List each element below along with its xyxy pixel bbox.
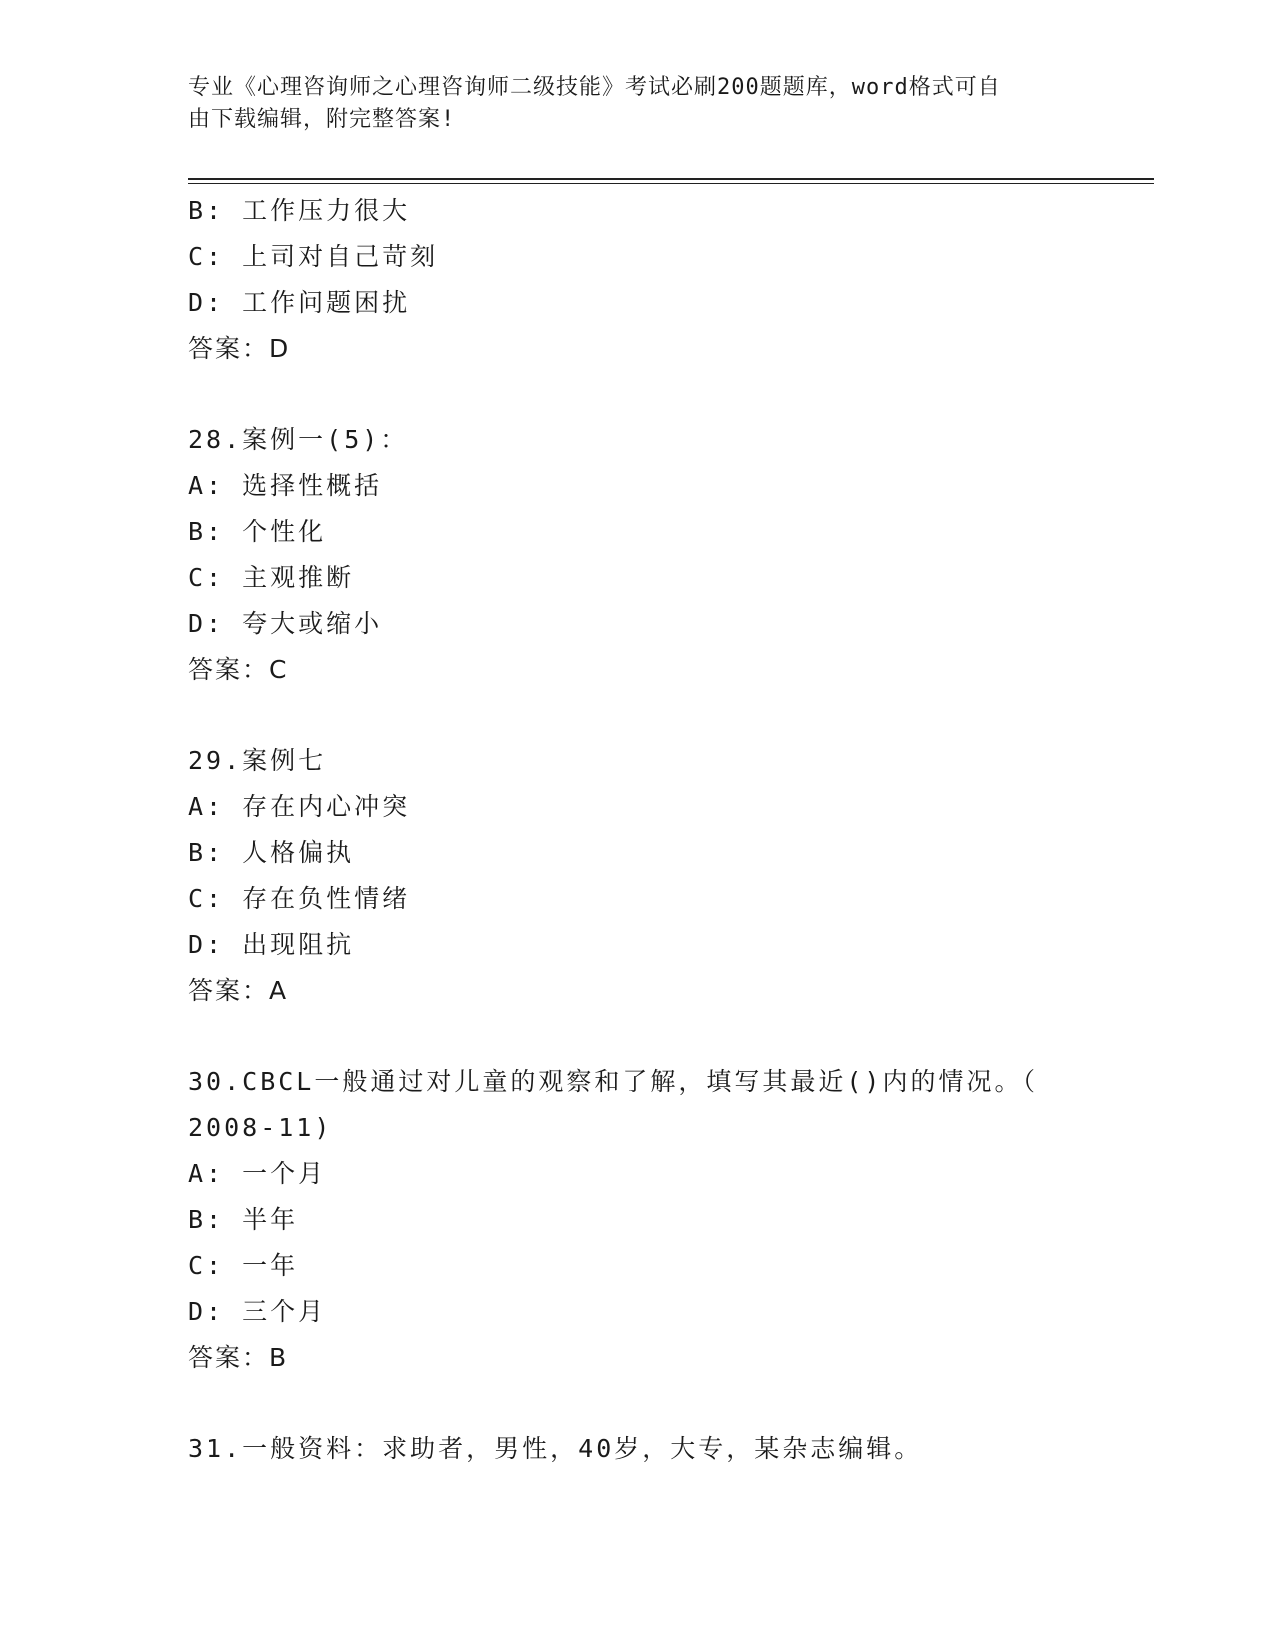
option-line: B: 人格偏执	[188, 838, 355, 867]
option-line: A: 一个月	[188, 1159, 327, 1188]
answer-line: 答案：C	[188, 655, 289, 684]
option-line: C: 主观推断	[188, 563, 355, 592]
question-line: 30.CBCL一般通过对儿童的观察和了解，填写其最近()内的情况。（	[188, 1067, 1038, 1096]
option-line: A: 存在内心冲突	[188, 792, 411, 821]
option-line: B: 半年	[188, 1205, 299, 1234]
option-line: A: 选择性概括	[188, 471, 383, 500]
option-line: D: 出现阻抗	[188, 930, 355, 959]
header-line-1: 专业《心理咨询师之心理咨询师二级技能》考试必刷200题题库，word格式可自	[188, 75, 1001, 100]
question-list	[188, 188, 1088, 1472]
answer-line: 答案：D	[188, 334, 291, 363]
option-line: D: 夸大或缩小	[188, 609, 383, 638]
document-header	[188, 72, 1068, 136]
answer-line: 答案：A	[188, 976, 289, 1005]
question-line: 29.案例七	[188, 746, 327, 775]
option-line: C: 上司对自己苛刻	[188, 242, 439, 271]
answer-line: 答案：B	[188, 1343, 289, 1372]
option-line: C: 一年	[188, 1251, 299, 1280]
option-line: B: 个性化	[188, 517, 327, 546]
option-line: B: 工作压力很大	[188, 196, 411, 225]
question-line: 28.案例一(5)：	[188, 425, 409, 454]
option-line: C: 存在负性情绪	[188, 884, 411, 913]
header-rule-thick	[188, 178, 1154, 180]
header-rule-thin	[188, 183, 1154, 184]
question-line: 31.一般资料：求助者，男性，40岁，大专，某杂志编辑。	[188, 1434, 923, 1463]
spacer	[188, 372, 1088, 417]
header-line-2: 由下载编辑，附完整答案!	[188, 107, 456, 132]
option-line: D: 工作问题困扰	[188, 288, 411, 317]
spacer	[188, 693, 1088, 738]
option-line: D: 三个月	[188, 1297, 327, 1326]
question-line: 2008-11)	[188, 1113, 333, 1142]
spacer	[188, 1381, 1088, 1426]
spacer	[188, 1014, 1088, 1059]
